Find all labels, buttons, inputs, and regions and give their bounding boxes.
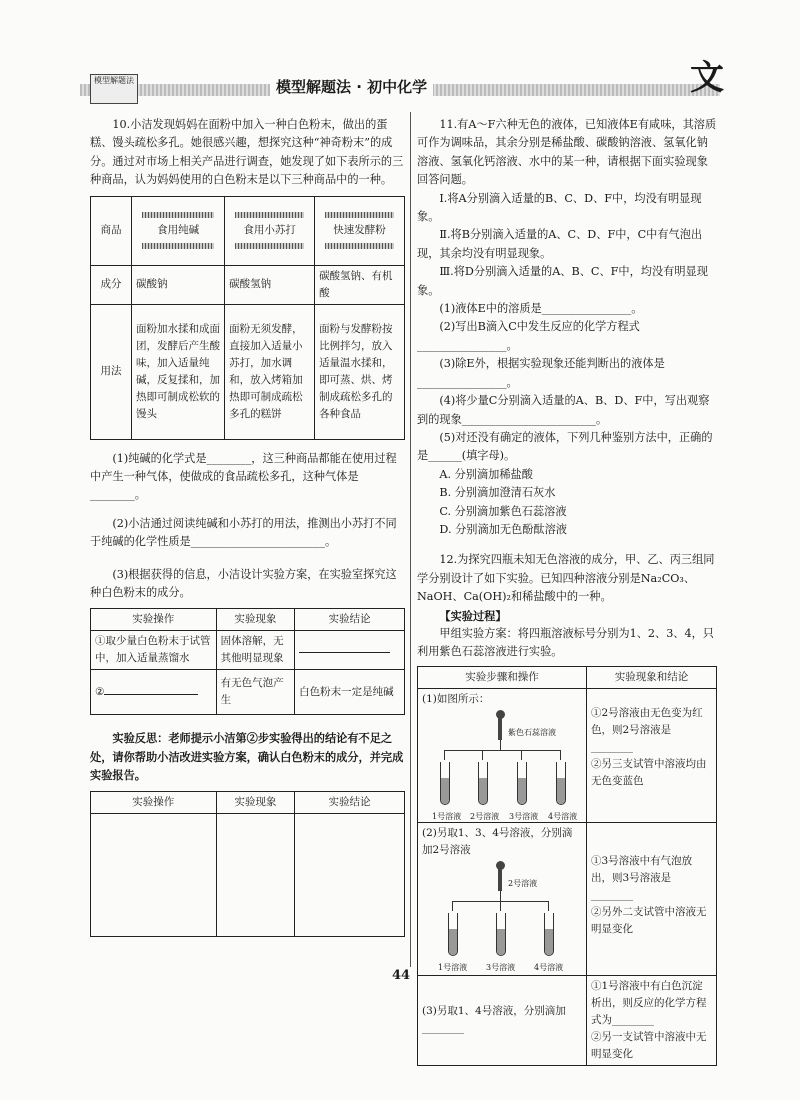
row-label-usage: 用法 bbox=[91, 304, 132, 439]
tube-liquid bbox=[497, 929, 505, 955]
package-stripe bbox=[325, 212, 394, 218]
header-title: 模型解题法 · 初中化学 bbox=[270, 76, 433, 97]
step3-result: ①1号溶液中有白色沉淀析出，则反应的化学方程式为________ bbox=[591, 979, 707, 1026]
report-cell-blank[interactable] bbox=[295, 813, 405, 936]
option-d: D. 分别滴加无色酚酞溶液 bbox=[439, 522, 567, 536]
q12-intro: 12.为探究四瓶未知无色溶液的成分，甲、乙、丙三组同学分别设计了如下实验。已知四种溶液分别是Na₂CO₃、NaOH、Ca(OH)₂和稀盐酸中的一种。 bbox=[417, 553, 715, 604]
option-a: A. 分别滴加稀盐酸 bbox=[439, 467, 533, 481]
test-tube-icon bbox=[440, 762, 450, 805]
exp-cell: 白色粉末一定是纯碱 bbox=[295, 670, 405, 715]
tube-liquid bbox=[479, 778, 487, 804]
dropper-icon bbox=[498, 718, 502, 740]
usage-cell: 面粉无须发酵，直接加入适量小苏打，加水调和，放入烤箱加热即可制成疏松多孔的糕饼 bbox=[225, 304, 315, 439]
row-label-ingredient: 成分 bbox=[91, 265, 132, 304]
step3-result2: ②另一支试管中溶液中无明显变化 bbox=[591, 1030, 707, 1060]
package-stripe bbox=[235, 243, 304, 249]
ingredient-cell: 碳酸氢钠、有机酸 bbox=[315, 265, 405, 304]
usage-cell: 面粉与发酵粉按比例拌匀，放入适量温水揉和，即可蒸、烘、烤制成疏松多孔的各种食品 bbox=[315, 304, 405, 439]
report-header-phenomenon: 实验现象 bbox=[216, 791, 295, 813]
step2-result-cell bbox=[587, 822, 717, 975]
product-cell-3 bbox=[315, 196, 405, 265]
connector-line bbox=[482, 750, 483, 760]
q10-reflection: 实验反思：老师提示小洁第②步实验得出的结论有不足之处，请你帮助小洁改进实验方案，确认白色粉末的成分，并完成实验报告。 bbox=[90, 731, 404, 783]
q11-intro: 11.有A～F六种无色的液体，已知液体E有咸味，其溶质可作为调味品，其余分别是稀盐酸、碳酸钠溶液、氢氧化钠溶液、氢氧化钙溶液、水中的某一种，请根据下面实验现象回答问题。 bbox=[417, 118, 717, 187]
tube-label: 3号溶液 bbox=[509, 811, 539, 821]
q10-intro: 10.小洁发现妈妈在面粉中加入一种白色粉末，做出的蛋糕、馒头疏松多孔。她很感兴趣，想探究这种“神奇粉末”的成分。通过对市场上相关产品进行调查，她发现了如下表所示的三种商品，认为妈妈使用的白色粉末是以下三种商品中的一种。 bbox=[90, 118, 404, 187]
ingredient-cell: 碳酸氢钠 bbox=[225, 265, 315, 304]
answer-blank[interactable] bbox=[299, 652, 390, 653]
tube-liquid bbox=[557, 778, 565, 804]
report-header-operation: 实验操作 bbox=[91, 791, 217, 813]
test-tube-icon bbox=[478, 762, 488, 805]
step1-diagram bbox=[432, 710, 582, 820]
option-b: B. 分别滴加澄清石灰水 bbox=[439, 486, 556, 500]
tube-label: 1号溶液 bbox=[432, 811, 462, 821]
tube-label: 4号溶液 bbox=[548, 811, 578, 821]
tube-liquid bbox=[441, 778, 449, 804]
tube-liquid bbox=[449, 929, 457, 955]
tube-liquid bbox=[518, 778, 526, 804]
connector-line bbox=[521, 750, 522, 760]
q11-part4: (4)将少量C分别滴入适量的A、B、D、F中，写出观察到的现象________________________。 bbox=[417, 394, 710, 426]
connector-line bbox=[444, 750, 560, 751]
test-tube-icon bbox=[556, 762, 566, 805]
connector-line bbox=[560, 750, 561, 760]
q11-part2: (2)写出B滴入C中发生反应的化学方程式________________。 bbox=[417, 320, 640, 352]
q11-part5: (5)对还没有确定的液体，下列几种鉴别方法中，正确的是______(填字母)。 bbox=[417, 430, 713, 463]
report-cell-blank[interactable] bbox=[91, 813, 217, 936]
test-tube-icon bbox=[544, 913, 554, 956]
product-cell-1 bbox=[132, 196, 225, 265]
column-divider bbox=[410, 112, 411, 967]
step1-result2: ②另三支试管中溶液均由无色变蓝色 bbox=[591, 757, 707, 787]
product-table bbox=[90, 196, 405, 440]
exp-cell: 固体溶解，无其他明显现象 bbox=[216, 631, 295, 670]
option-c: C. 分别滴加紫色石蕊溶液 bbox=[439, 504, 567, 518]
exp-header-phenomenon: 实验现象 bbox=[216, 609, 295, 631]
q11-part1: (1)液体E中的溶质是________________。 bbox=[439, 302, 643, 316]
page-header bbox=[40, 58, 760, 100]
step2-result2: ②另外二支试管中溶液无明显变化 bbox=[591, 905, 707, 935]
q11-step3: Ⅲ.将D分别滴入适量的A、B、C、F中，均没有明显现象。 bbox=[417, 265, 708, 297]
test-tube-icon bbox=[496, 913, 506, 956]
package-stripe bbox=[142, 212, 214, 218]
test-tube-icon bbox=[517, 762, 527, 805]
q12-header-results: 实验现象和结论 bbox=[587, 666, 717, 688]
q11-part3: (3)除E外，根据实验现象还能判断出的液体是________________。 bbox=[417, 357, 665, 389]
tube-label: 2号溶液 bbox=[470, 811, 500, 821]
connector-line bbox=[500, 901, 501, 911]
dropper-icon bbox=[498, 869, 502, 891]
step1-result: ①2号溶液由无色变为红色，则2号溶液是________ bbox=[591, 706, 703, 753]
reagent-label: 紫色石蕊溶液 bbox=[508, 727, 556, 737]
step2-result: ①3号溶液中有气泡放出，则3号溶液是________ bbox=[591, 854, 693, 901]
q10-part1: (1)纯碱的化学式是________，这三种商品都能在使用过程中产生一种气体，使做成的食品疏松多孔，这种气体是________。 bbox=[90, 451, 397, 502]
connector-line bbox=[500, 891, 501, 901]
right-column bbox=[417, 116, 717, 1066]
connector-line bbox=[452, 901, 453, 911]
step3-cell: (3)另取1、4号溶液，分别滴加________ bbox=[418, 975, 587, 1065]
reagent-label: 2号溶液 bbox=[508, 878, 538, 888]
exp-cell[interactable] bbox=[91, 670, 217, 715]
q12-header-steps: 实验步骤和操作 bbox=[418, 666, 587, 688]
q10-part3: (3)根据获得的信息，小洁设计实验方案，在实验室探究这种白色粉末的成分。 bbox=[90, 567, 397, 600]
exp-cell: 有无色气泡产生 bbox=[216, 670, 295, 715]
test-tube-icon bbox=[448, 913, 458, 956]
product-cell-2 bbox=[225, 196, 315, 265]
step1-result-cell bbox=[587, 688, 717, 822]
report-table bbox=[90, 791, 405, 937]
tube-label: 4号溶液 bbox=[534, 962, 564, 972]
step1-text: (1)如图所示： bbox=[422, 692, 490, 705]
q11-step1: Ⅰ.将A分别滴入适量的B、C、D、F中，均没有明显现象。 bbox=[417, 191, 702, 224]
tube-label: 1号溶液 bbox=[438, 962, 468, 972]
product-name: 快速发酵粉 bbox=[333, 224, 386, 237]
step2-diagram bbox=[432, 861, 582, 973]
q12-table bbox=[417, 666, 717, 1066]
product-name: 食用小苏打 bbox=[243, 224, 296, 237]
product-name: 食用纯碱 bbox=[157, 224, 200, 237]
step1-cell bbox=[418, 688, 587, 822]
q11-step2: Ⅱ.将B分别滴入适量的A、C、D、F中，C中有气泡出现，其余均没有明显现象。 bbox=[417, 228, 703, 260]
logo-text: 模型解题法 bbox=[94, 76, 134, 85]
exp-header-conclusion: 实验结论 bbox=[295, 609, 405, 631]
q12-process-heading: 【实验过程】 bbox=[439, 608, 507, 623]
connector-line bbox=[548, 901, 549, 911]
left-column bbox=[90, 116, 405, 937]
package-stripe bbox=[142, 243, 214, 249]
page-number: 44 bbox=[392, 968, 411, 983]
header-logo bbox=[90, 74, 138, 104]
step3-result-cell bbox=[587, 975, 717, 1065]
exp-step-label: ② bbox=[95, 685, 105, 698]
package-stripe bbox=[325, 243, 394, 249]
tube-label: 3号溶液 bbox=[486, 962, 516, 972]
package-stripe bbox=[235, 212, 304, 218]
step2-cell bbox=[418, 822, 587, 975]
exp-cell-blank[interactable] bbox=[295, 631, 405, 670]
connector-line bbox=[500, 740, 501, 750]
tube-liquid bbox=[545, 929, 553, 955]
answer-blank[interactable] bbox=[104, 694, 197, 695]
usage-cell: 面粉加水揉和成面团，发酵后产生酸味，加入适量纯碱，反复揉和，加热即可制成松软的馒头 bbox=[132, 304, 225, 439]
ingredient-cell: 碳酸钠 bbox=[132, 265, 225, 304]
exp-cell: ①取少量白色粉末于试管中，加入适量蒸馏水 bbox=[91, 631, 217, 670]
report-header-conclusion: 实验结论 bbox=[295, 791, 405, 813]
q12-plan: 甲组实验方案：将四瓶溶液标号分别为1、2、3、4，只利用紫色石蕊溶液进行实验。 bbox=[417, 626, 714, 659]
connector-line bbox=[444, 750, 445, 760]
q10-part2: (2)小洁通过阅读纯碱和小苏打的用法，推测出小苏打不同于纯碱的化学性质是________________________。 bbox=[90, 516, 397, 549]
step2-text: (2)另取1、3、4号溶液，分别滴加2号溶液 bbox=[422, 826, 573, 856]
header-mark-icon: 文 bbox=[690, 58, 724, 98]
experiment-table bbox=[90, 608, 405, 715]
exp-header-operation: 实验操作 bbox=[91, 609, 217, 631]
report-cell-blank[interactable] bbox=[216, 813, 295, 936]
row-label-product: 商品 bbox=[91, 196, 132, 265]
